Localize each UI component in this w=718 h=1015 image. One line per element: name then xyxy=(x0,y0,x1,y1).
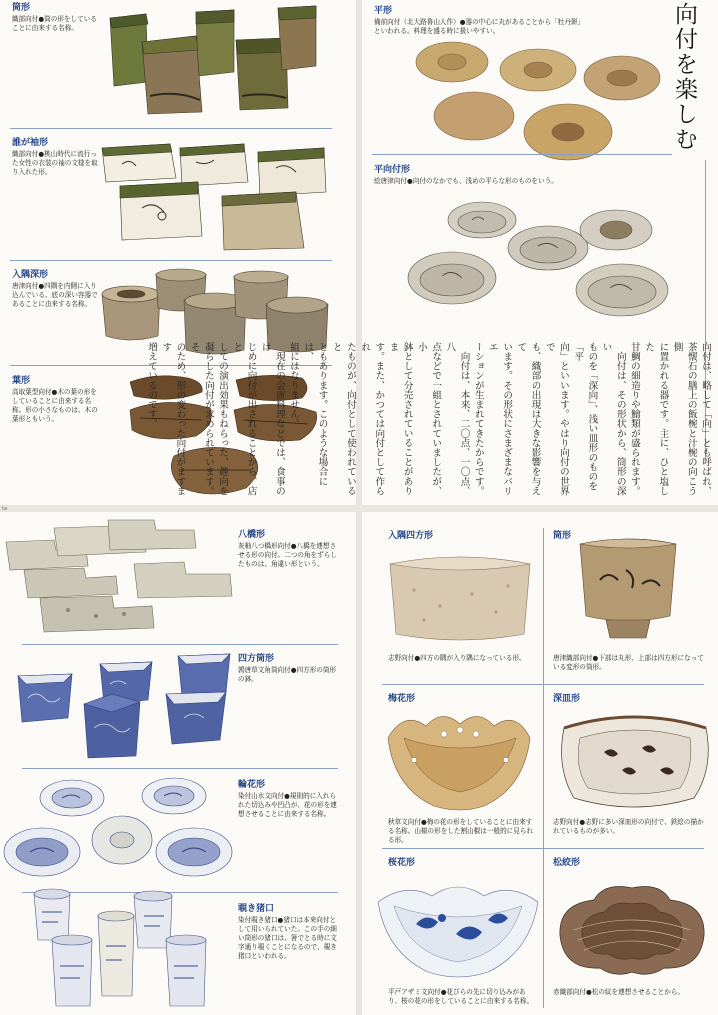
section-title: 桜花形 xyxy=(388,858,416,868)
section-title: 筒形 xyxy=(12,3,31,13)
body-line: 点などで一組とされていましたが、小 xyxy=(415,342,442,496)
body-line: 甘鯛の細造りや鱠類が盛られます。 xyxy=(628,342,640,496)
cylinder-cup-photo xyxy=(576,530,680,642)
section-desc: 唐津織部向付●下部は丸形、上部は四方形になっている変形の筒形。 xyxy=(553,654,704,671)
body-line: ともあります。このような場合には、 xyxy=(302,342,328,486)
page-bottom-left xyxy=(0,512,356,1015)
section-title: 入隅四方形 xyxy=(388,531,434,541)
body-line: ものを「深向」、浅い皿形のものを「平 xyxy=(572,342,598,491)
body-line: います。その形状にさまざまなバリエ xyxy=(486,342,513,496)
corner-label: ta xyxy=(2,506,8,512)
section-title: 平形 xyxy=(374,6,393,16)
divider xyxy=(22,644,338,645)
body-line: たものが、向付として使われていると xyxy=(330,342,356,496)
body-line: ーションが生まれてきたからです。 xyxy=(472,342,484,496)
section-title: 入隅深形 xyxy=(12,270,49,280)
page-top-right xyxy=(146,0,718,505)
deep-dish-photo xyxy=(556,708,712,814)
section-title: 覗き猪口 xyxy=(238,904,275,914)
body-line: 向付は、その形状から、筒形の深い xyxy=(600,342,626,496)
section-desc: 秋草文向付●梅の花の形をしていることに由来する名称。山椒の形をした割山椒は一般的に見られる形。 xyxy=(388,818,534,844)
section-title: 梅花形 xyxy=(388,694,416,704)
shallow-plates-photo xyxy=(412,200,674,322)
body-line: のため、形の変わった向付がますます xyxy=(160,342,186,496)
section-title: 松絞形 xyxy=(553,858,581,868)
section-title: 誰が袖形 xyxy=(12,138,49,148)
section-title: 筒形 xyxy=(553,531,572,541)
flower-rim-bowls-photo xyxy=(6,772,234,884)
plum-blossom-bowl-photo xyxy=(384,708,534,814)
cherry-blossom-bowl-photo xyxy=(376,874,540,984)
section-desc: 平戸アザミ文向付●花びらの先に切り込みがあり、桜の花の形をしていることに由来する名称。 xyxy=(388,988,534,1005)
flat-plates-photo xyxy=(412,36,668,164)
section-desc: 織部向付●筒の形をしていることに由来する名称。 xyxy=(12,15,97,32)
body-line: じめに向付が出されることから、店と xyxy=(231,342,257,496)
section-desc: 志野向付●志野に多い深皿形の向付で、鉄絵の描かれているものが多い。 xyxy=(553,818,704,835)
square-cups-photo xyxy=(14,648,234,760)
pine-crest-dish-photo xyxy=(554,880,710,980)
cylinder-cups-photo xyxy=(106,4,320,116)
body-line: 鉢として分売されていることがありま xyxy=(387,342,413,496)
section-title: 四方筒形 xyxy=(238,654,275,664)
section-desc: 高取葉型向付●木の葉の形をしていることに由来する名称。形の小さなものは、木の葉形ともいう。 xyxy=(12,388,98,423)
body-line: 増えているのです。 xyxy=(146,342,158,429)
section-desc: 灰釉八つ橋形向付●八橋を連想させる形の向付。二つの角をずらしたものは、角違い形という。 xyxy=(238,542,337,568)
body-line: 茶懐石の膳上の飯椀と汁椀の向こう側 xyxy=(671,342,697,496)
body-text xyxy=(146,342,712,502)
section-title: 深皿形 xyxy=(553,694,581,704)
section-desc: 備前向付（北大路魯山人作）●器の中心に丸があることから「牡丹餅」といわれる。料理を盛る時に扱いやすい。 xyxy=(374,18,585,35)
divider xyxy=(382,848,704,849)
divider xyxy=(22,768,338,769)
section-title: 八橋形 xyxy=(238,530,266,540)
section-desc: 染付覗き猪口●猪口は本来向付として用いられていた。この手の細い筒形の猪口は、箸でとる時に文字通り覗くことになるので、覗き猪口といわれる。 xyxy=(238,916,337,960)
body-line: しての演出効果もねらった、趣向を xyxy=(217,342,229,496)
body-line: 現在の会席料理などでは、食事のは xyxy=(259,342,285,496)
section-title: 輪花形 xyxy=(238,780,266,790)
body-line: も、織部の出現は大きな影響を与えて xyxy=(515,342,541,496)
section-desc: 織部向付●桃山時代に流行った女性の衣装の袖の文様を取り入れた形。 xyxy=(12,150,98,176)
body-line: 組にはなりません。 xyxy=(288,342,300,429)
section-desc: 唐津向付●四隅を内側に入り込んでいる、底の深い容器であることに由来する名称。 xyxy=(12,282,98,308)
page-title: 向付を楽しむ xyxy=(671,2,697,152)
divider xyxy=(372,154,672,155)
body-line: す。また、かつては向付として作られ xyxy=(359,342,385,496)
section-desc: 赤織部向付●松の紋を連想させることから。 xyxy=(553,988,685,996)
body-line: 向付は、本来、二〇点、一〇点、八 xyxy=(444,342,470,496)
divider xyxy=(382,684,704,685)
divider xyxy=(543,528,544,1008)
eight-bridge-dishes-photo xyxy=(4,518,234,636)
divider xyxy=(10,128,332,129)
section-desc: 志野向付●四方の隅が入り隅になっている形。 xyxy=(388,654,526,662)
section-title: 葉形 xyxy=(12,376,31,386)
section-desc: 染付山水文向付●規則的に入れられた切込みや凹凸が、花の形を連想させることに由来する名称。 xyxy=(238,792,337,818)
sleeve-shaped-dishes-photo xyxy=(100,138,332,254)
section-title: 平向付形 xyxy=(374,165,411,175)
body-line: 向」といいます。やはり向付の世界で xyxy=(543,342,569,496)
page-bottom-right xyxy=(362,512,718,1015)
body-line: 凝らした向付が求められています。そ xyxy=(188,342,214,496)
section-desc: 絵唐津向付●向付のなかでも、浅めの平らな形のものをいう。 xyxy=(374,177,558,185)
section-desc: 鶉唐草文角筒向付●四方形の筒形の鉢。 xyxy=(238,666,337,683)
square-bowl-photo xyxy=(384,550,536,646)
tall-cups-photo xyxy=(24,886,224,1012)
body-line: に置かれる器です。主に、ひと塩した xyxy=(643,342,669,496)
divider xyxy=(10,260,332,261)
body-line: 向付は、略して「向」とも呼ばれ、 xyxy=(700,342,711,496)
